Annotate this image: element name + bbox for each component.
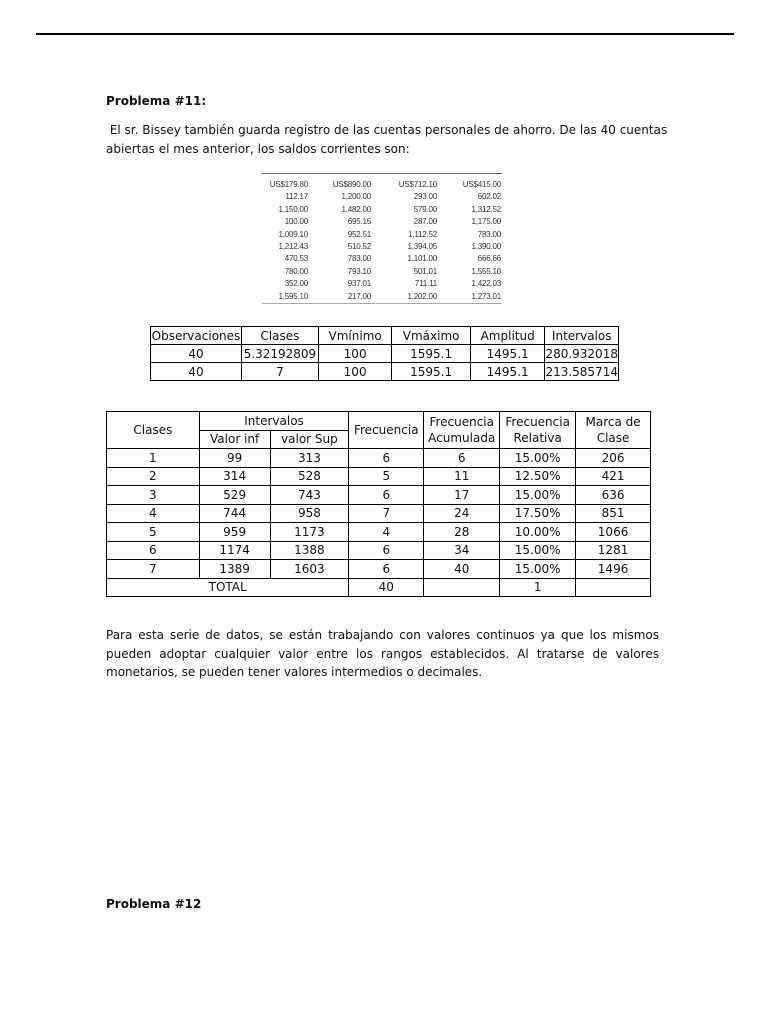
table-cell: 4: [107, 504, 200, 523]
table-cell: 6: [349, 541, 424, 560]
balance-value: 1,482.00: [341, 204, 371, 214]
summary-table: [150, 326, 619, 381]
table-cell: 10.00%: [500, 523, 576, 542]
balance-value: US$415.00: [462, 180, 501, 189]
frequency-table: [106, 411, 651, 597]
balance-value: 1,101.00: [407, 254, 437, 264]
table-cell: 12.50%: [500, 467, 576, 486]
table-cell: 17.50%: [500, 504, 576, 523]
summary-row: [151, 345, 619, 363]
scan-top-line: [262, 173, 502, 174]
conclusion-line-3: pueden tener valores intermedios o decimales.: [199, 665, 483, 679]
summary-header-cell: Clases: [241, 327, 318, 345]
table-cell: 11: [424, 467, 500, 486]
conclusion-paragraph: [106, 626, 659, 682]
table-row: [107, 523, 651, 542]
table-cell: 744: [199, 504, 270, 523]
table-cell: 1389: [199, 560, 270, 579]
balance-value: 711.11: [414, 279, 437, 289]
summary-cell: 5.32192809: [241, 345, 318, 363]
summary-cell: 100: [318, 363, 392, 381]
summary-header-cell: Intervalos: [545, 327, 619, 345]
table-cell: 313: [270, 449, 349, 468]
top-rule: [36, 33, 734, 35]
balance-value: 510.52: [347, 241, 371, 251]
balances-column-1: [262, 179, 308, 303]
balance-value: 1,312.52: [471, 204, 501, 214]
balance-value: 937.01: [347, 279, 371, 289]
summary-header-cell: Vmáximo: [392, 327, 471, 345]
problem-12-heading: Problema #12: [106, 897, 202, 911]
table-cell: 314: [199, 467, 270, 486]
header-row-1: [107, 412, 651, 431]
table-cell: 1388: [270, 541, 349, 560]
summary-header-cell: Vmínimo: [318, 327, 392, 345]
table-cell: 34: [424, 541, 500, 560]
table-row: [107, 486, 651, 505]
balance-value: 579.00: [413, 204, 437, 214]
balance-value: 1,202.00: [407, 291, 437, 301]
table-cell: 1603: [270, 560, 349, 579]
header-frecuencia-relativa: [500, 412, 576, 449]
balance-value: 1,390.00: [471, 241, 501, 251]
balance-value: 112.17: [285, 192, 308, 202]
table-cell: 529: [199, 486, 270, 505]
balance-value: 793.10: [347, 266, 371, 276]
table-cell: 421: [576, 467, 651, 486]
table-cell: 743: [270, 486, 349, 505]
summary-cell: 100: [318, 345, 392, 363]
summary-header-cell: Observaciones: [151, 328, 241, 343]
summary-cell: 40: [151, 363, 242, 381]
table-cell: 851: [576, 504, 651, 523]
balances-column-2: [326, 179, 371, 303]
table-cell: 17: [424, 486, 500, 505]
summary-cell: 7: [241, 363, 318, 381]
table-cell: 40: [424, 560, 500, 579]
balance-value: 287.00: [413, 217, 437, 227]
balance-value: 780.00: [284, 266, 308, 276]
header-intervalos: Intervalos: [199, 412, 349, 431]
table-cell: 99: [199, 449, 270, 468]
header-marca-line1: Marca de: [585, 415, 641, 429]
balance-value: 1,200.00: [341, 192, 371, 202]
balance-value: 695.15: [347, 217, 371, 227]
total-label: TOTAL: [107, 578, 349, 597]
summary-cell: 1595.1: [392, 363, 471, 381]
table-cell: 2: [107, 467, 200, 486]
balance-value: 1,112.52: [408, 229, 437, 239]
total-relativa: 1: [500, 578, 576, 597]
table-cell: 6: [349, 560, 424, 579]
header-frec-rel-line2: Relativa: [513, 431, 562, 445]
table-cell: 15.00%: [500, 449, 576, 468]
table-cell: 959: [199, 523, 270, 542]
table-cell: 6: [349, 486, 424, 505]
balance-value: 100.00: [284, 217, 308, 227]
header-marca-de-clase: [576, 412, 651, 449]
table-cell: 1496: [576, 560, 651, 579]
table-cell: 5: [107, 523, 200, 542]
problem-11-intro: [106, 121, 667, 158]
table-cell: 5: [349, 467, 424, 486]
balances-column-3: [391, 179, 437, 303]
summary-header-cell: Amplitud: [470, 327, 545, 345]
table-cell: 1173: [270, 523, 349, 542]
scan-bottom-line: [262, 303, 502, 304]
table-row: [107, 541, 651, 560]
summary-cell: 280.932018: [545, 346, 618, 361]
balance-value: US$179.80: [269, 180, 308, 189]
header-clases: Clases: [107, 412, 200, 449]
table-cell: 1: [107, 449, 200, 468]
table-row: [107, 449, 651, 468]
total-row: [107, 578, 651, 597]
header-frecuencia: Frecuencia: [349, 412, 424, 449]
table-cell: 24: [424, 504, 500, 523]
balance-value: 1,422.03: [471, 279, 501, 289]
header-valor-sup: valor Sup: [270, 430, 349, 449]
table-cell: 1066: [576, 523, 651, 542]
balance-value: 602.02: [477, 192, 501, 202]
balance-value: 1,009.10: [278, 229, 308, 239]
summary-cell: 1595.1: [392, 345, 471, 363]
table-cell: 15.00%: [500, 486, 576, 505]
summary-header-row: [151, 327, 619, 345]
table-cell: 206: [576, 449, 651, 468]
balance-value: 1,555.10: [471, 266, 501, 276]
table-cell: 7: [107, 560, 200, 579]
header-frec-rel-line1: Frecuencia: [505, 415, 570, 429]
balance-value: 1,175.00: [471, 217, 501, 227]
balance-value: US$890.00: [332, 180, 371, 189]
intro-line-2: abiertas el mes anterior, los saldos corrientes son:: [106, 141, 410, 156]
total-empty-acum: [424, 578, 500, 597]
balance-value: 1,394.05: [407, 241, 437, 251]
table-cell: 28: [424, 523, 500, 542]
summary-cell: 40: [151, 345, 242, 363]
total-empty-marca: [576, 578, 651, 597]
balance-value: 1,212.43: [278, 241, 308, 251]
table-row: [107, 560, 651, 579]
table-cell: 6: [424, 449, 500, 468]
summary-row: [151, 363, 619, 381]
balances-column-4: [456, 179, 501, 303]
summary-cell: 1495.1: [470, 363, 545, 381]
balance-value: 352.00: [284, 279, 308, 289]
balance-value: 217.00: [347, 291, 371, 301]
table-row: [107, 467, 651, 486]
table-cell: 6: [349, 449, 424, 468]
summary-cell: 1495.1: [470, 345, 545, 363]
table-cell: 528: [270, 467, 349, 486]
header-valor-inf: Valor inf: [199, 430, 270, 449]
intro-line-1: El sr. Bissey también guarda registro de las cuentas personales de ahorro. De las 40 cuentas: [106, 123, 668, 137]
table-cell: 1174: [199, 541, 270, 560]
balances-image: [260, 172, 504, 304]
header-frec-acum-line1: Frecuencia: [429, 415, 494, 429]
summary-cell: 213.585714: [545, 364, 618, 379]
balance-value: 666.66: [477, 254, 501, 264]
balance-value: 1,150.00: [278, 204, 308, 214]
balance-value: 501.01: [413, 266, 437, 276]
balance-value: 952.51: [347, 229, 371, 239]
table-cell: 7: [349, 504, 424, 523]
table-cell: 15.00%: [500, 541, 576, 560]
balance-value: 470.53: [284, 254, 308, 264]
table-cell: 6: [107, 541, 200, 560]
balance-value: 1,273.01: [471, 291, 501, 301]
balance-value: 293.00: [413, 192, 437, 202]
header-marca-line2: Clase: [596, 431, 630, 445]
conclusion-line-2: adoptar cualquier valor entre los rangos establecidos. Al tratarse de valores monetarios, se: [106, 646, 659, 679]
balance-value: 1,595.10: [278, 291, 308, 301]
table-cell: 636: [576, 486, 651, 505]
table-row: [107, 504, 651, 523]
table-cell: 958: [270, 504, 349, 523]
table-cell: 15.00%: [500, 560, 576, 579]
header-frecuencia-acumulada: [424, 412, 500, 449]
balance-value: 783.00: [477, 229, 501, 239]
conclusion-line-1: Para esta serie de datos, se están trabajando con valores continuos ya que los mismos pueden: [106, 628, 659, 661]
balance-value: US$712.10: [398, 180, 437, 189]
balance-value: 783.00: [347, 254, 371, 264]
total-frecuencia: 40: [349, 578, 424, 597]
header-frec-acum-line2: Acumulada: [428, 431, 496, 445]
table-cell: 4: [349, 523, 424, 542]
table-cell: 3: [107, 486, 200, 505]
table-cell: 1281: [576, 541, 651, 560]
problem-11-heading: Problema #11:: [106, 94, 207, 108]
